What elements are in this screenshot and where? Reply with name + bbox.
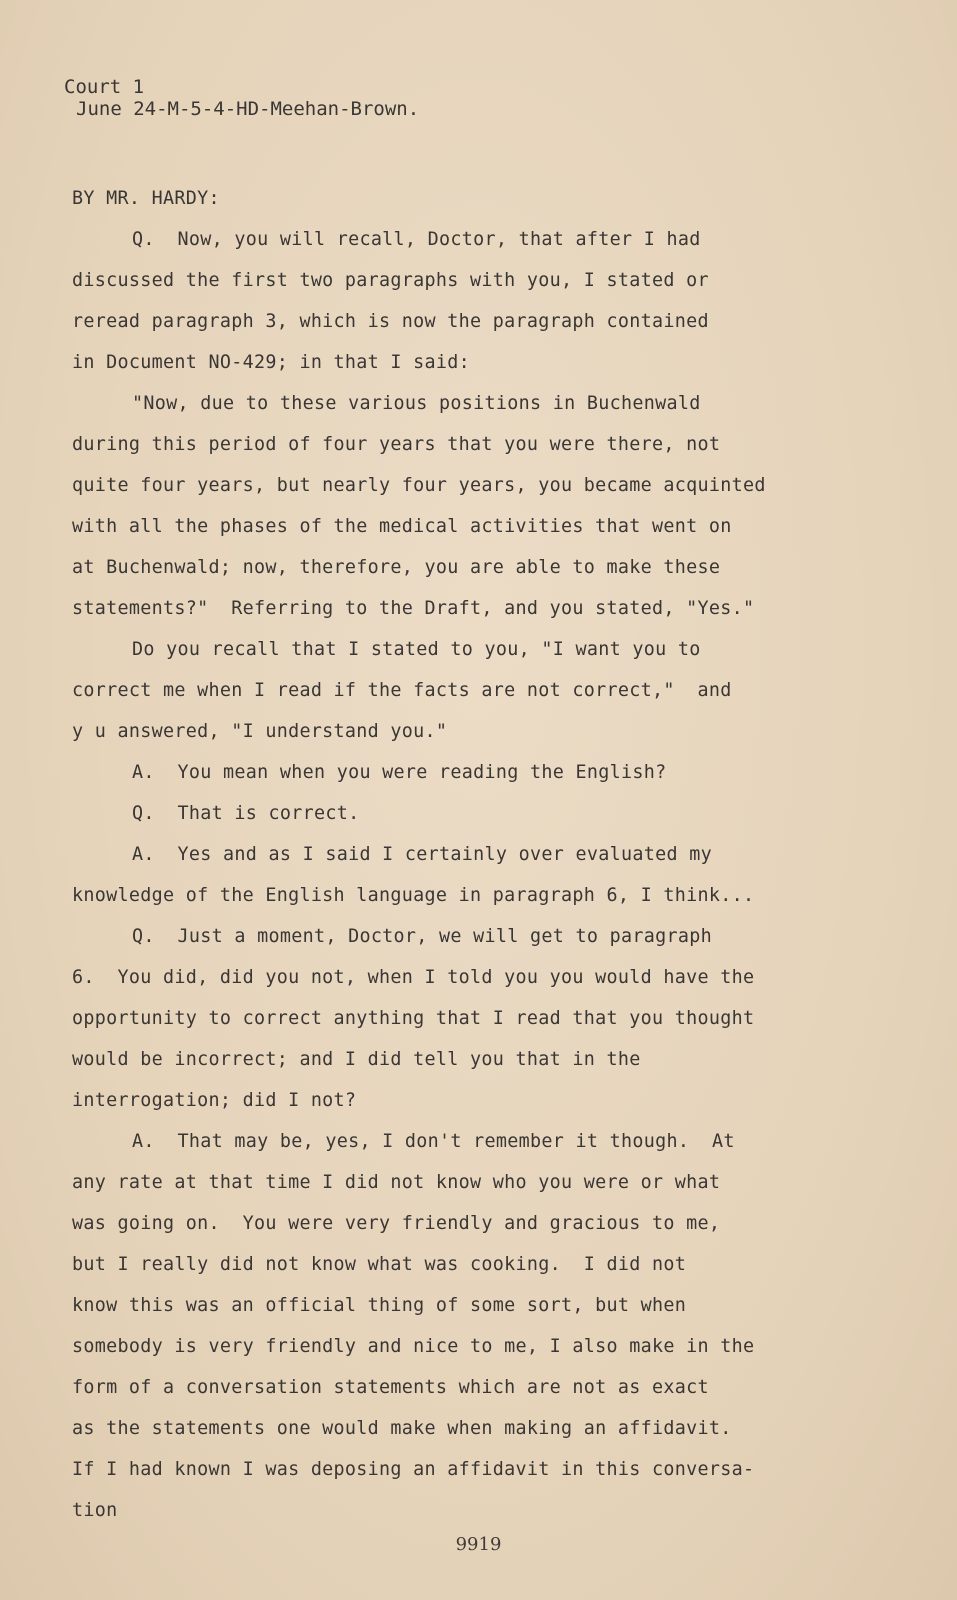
transcript-line: know this was an official thing of some sort, but when [72, 1295, 687, 1316]
transcript-line: y u answered, "I understand you." [72, 721, 448, 742]
page-number: 9919 [455, 1534, 502, 1555]
transcript-line: A. Yes and as I said I certainly over evaluated my [132, 844, 712, 865]
transcript-line: If I had known I was deposing an affidavit in this conversa- [72, 1459, 755, 1480]
transcript-line: interrogation; did I not? [72, 1090, 357, 1111]
transcript-line: discussed the first two paragraphs with you, I stated or [72, 270, 709, 291]
transcript-line: at Buchenwald; now, therefore, you are able to make these [72, 557, 721, 578]
transcript-line: somebody is very friendly and nice to me, I also make in the [72, 1336, 755, 1357]
session-code: June 24-M-5-4-HD-Meehan-Brown. [76, 98, 420, 120]
court-label: Court 1 [64, 76, 145, 98]
transcript-line: was going on. You were very friendly and gracious to me, [72, 1213, 721, 1234]
transcript-line: 6. You did, did you not, when I told you you would have the [72, 967, 755, 988]
transcript-line: Q. Now, you will recall, Doctor, that after I had [132, 229, 701, 250]
transcript-line: but I really did not know what was cooking. I did not [72, 1254, 687, 1275]
transcript-line: Q. That is correct. [132, 803, 360, 824]
transcript-line: BY MR. HARDY: [72, 188, 220, 209]
header [64, 76, 419, 120]
transcript-line: quite four years, but nearly four years, you became acquinted [72, 475, 766, 496]
transcript-line: Do you recall that I stated to you, "I want you to [132, 639, 701, 660]
transcript-line: form of a conversation statements which are not as exact [72, 1377, 709, 1398]
transcript-line: correct me when I read if the facts are not correct," and [72, 680, 732, 701]
transcript-line: A. You mean when you were reading the English? [132, 762, 667, 783]
transcript-line: any rate at that time I did not know who you were or what [72, 1172, 721, 1193]
transcript-line: would be incorrect; and I did tell you that in the [72, 1049, 641, 1070]
transcript-line: opportunity to correct anything that I read that you thought [72, 1008, 755, 1029]
transcript-body [72, 178, 872, 1531]
transcript-line: A. That may be, yes, I don't remember it though. At [132, 1131, 735, 1152]
transcript-line: in Document NO-429; in that I said: [72, 352, 471, 373]
transcript-line: Q. Just a moment, Doctor, we will get to paragraph [132, 926, 712, 947]
transcript-line: reread paragraph 3, which is now the paragraph contained [72, 311, 709, 332]
transcript-line: knowledge of the English language in paragraph 6, I think... [72, 885, 755, 906]
transcript-line: tion [72, 1500, 118, 1521]
transcript-line: as the statements one would make when making an affidavit. [72, 1418, 732, 1439]
transcript-line: "Now, due to these various positions in Buchenwald [132, 393, 701, 414]
transcript-line: with all the phases of the medical activities that went on [72, 516, 732, 537]
transcript-line: statements?" Referring to the Draft, and you stated, "Yes." [72, 598, 755, 619]
transcript-line: during this period of four years that you were there, not [72, 434, 721, 455]
